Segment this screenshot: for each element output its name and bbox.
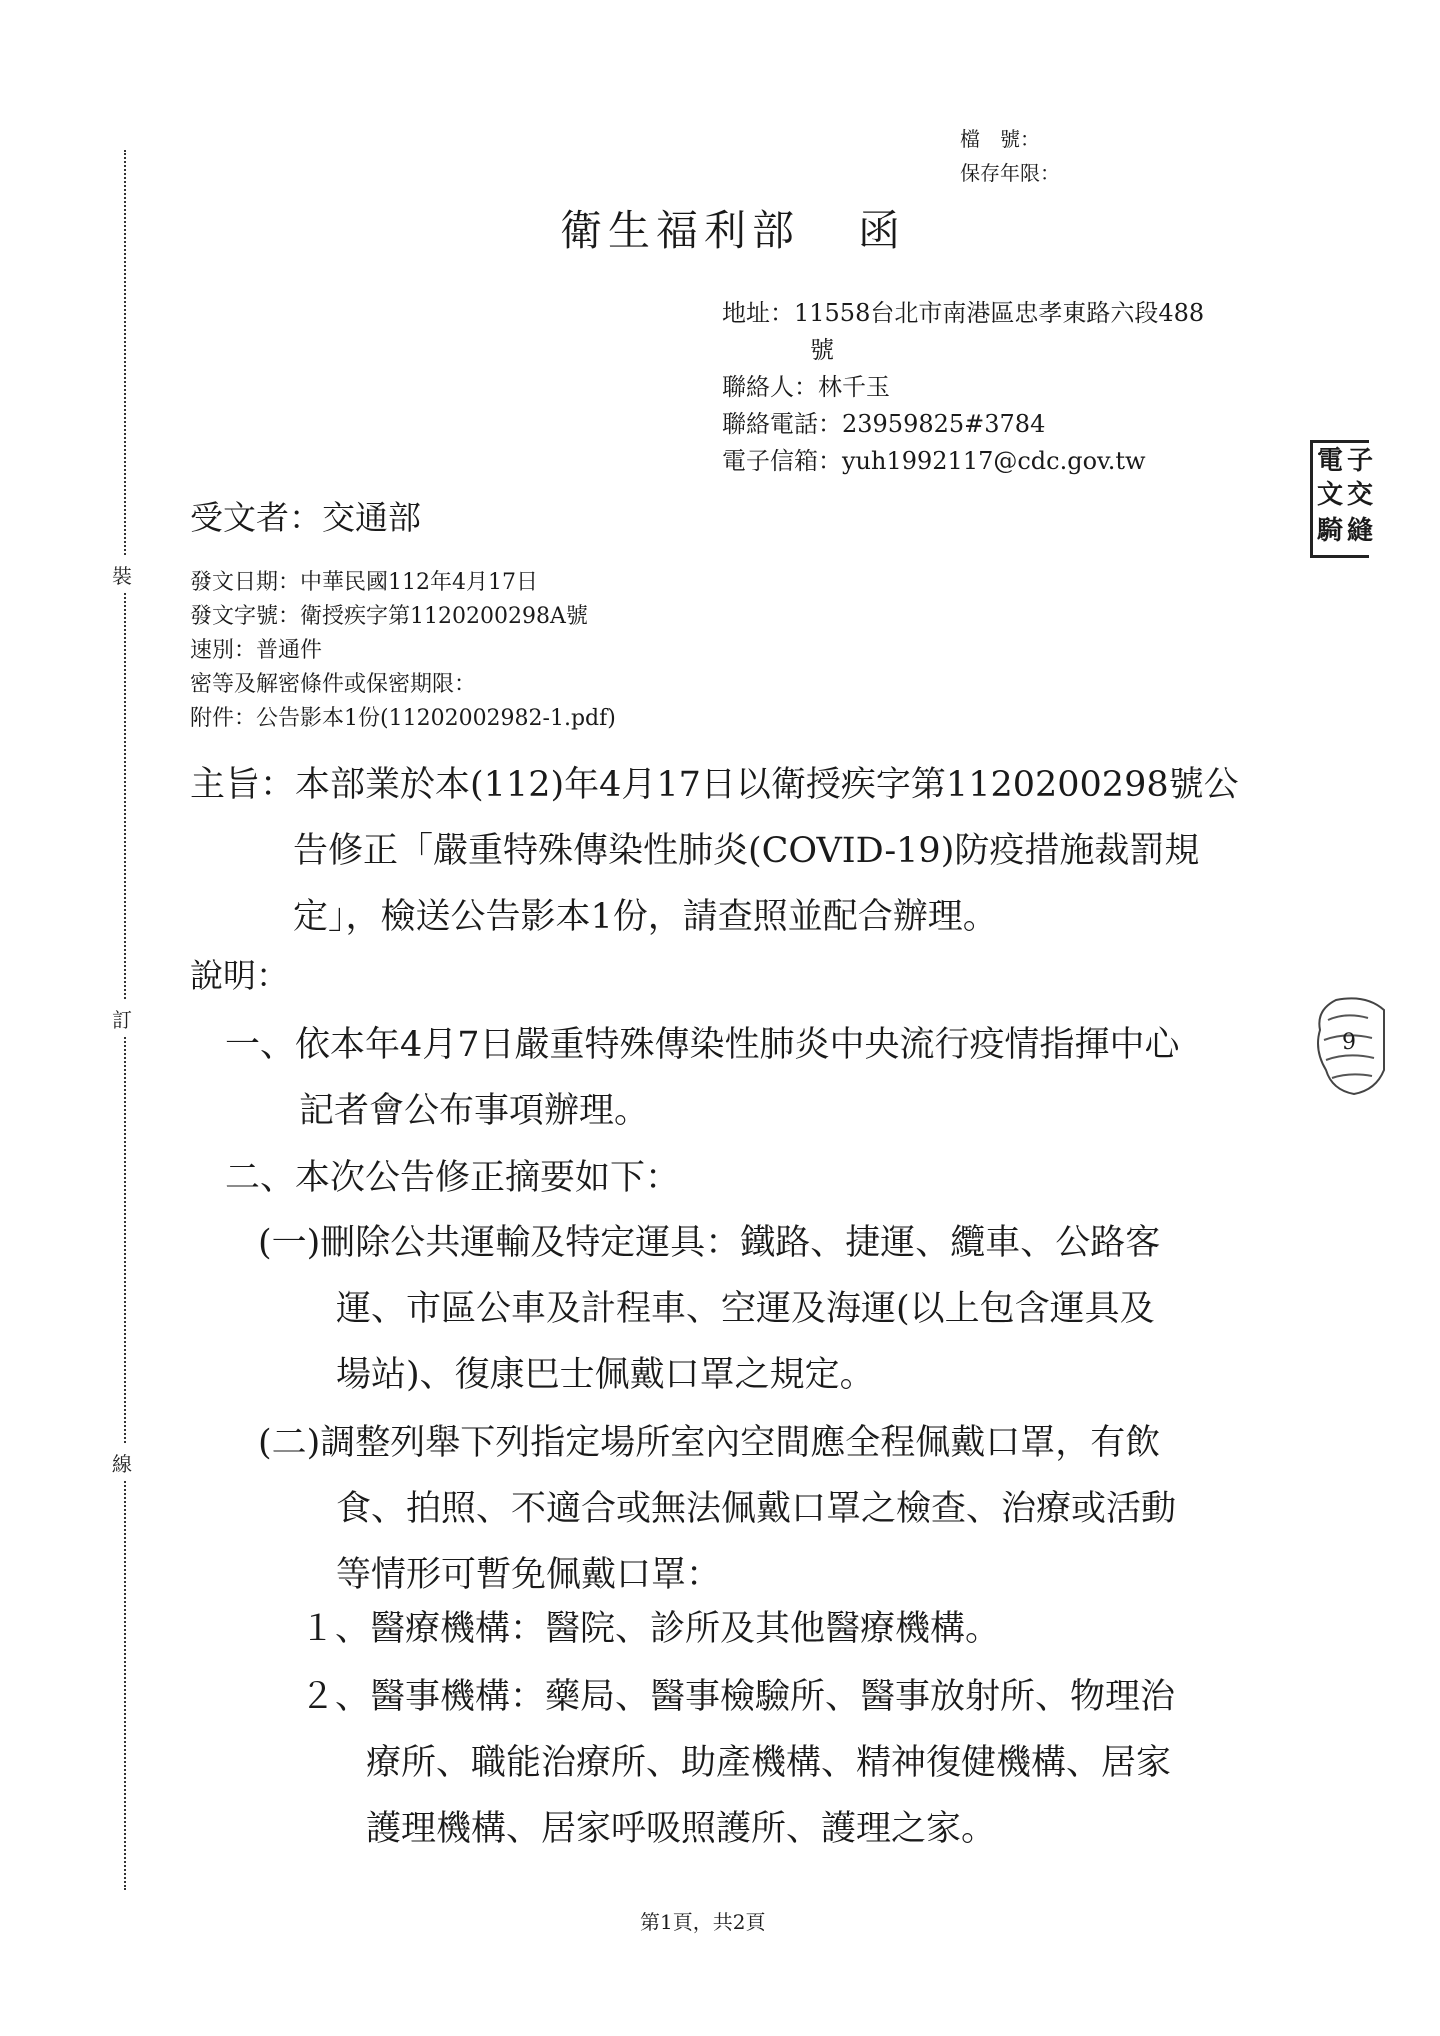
file-number-row	[960, 122, 1060, 156]
stamp-char: 騎	[1317, 516, 1344, 546]
seal-number: 9	[1342, 1030, 1356, 1055]
numbered-line: 療所、職能治療所、助產機構、精神復健機構、居家	[366, 1743, 1172, 1783]
page-footer: 第1頁，共2頁	[640, 1910, 766, 1934]
archive-info	[960, 122, 1060, 190]
stamp-char: 電	[1317, 446, 1344, 476]
contact-email: 電子信箱：yuh1992117@cdc.gov.tw	[722, 447, 1146, 475]
numbered-line: ２、醫事機構：藥局、醫事檢驗所、醫事放射所、物理治	[300, 1677, 1176, 1717]
sub-item-2	[258, 1410, 1176, 1608]
retention-row	[960, 156, 1060, 190]
file-number-label: 檔 號：	[960, 127, 1040, 151]
sub-item-line: 等情形可暫免佩戴口罩：	[336, 1555, 722, 1595]
issue-date: 發文日期：中華民國112年4月17日	[190, 570, 538, 595]
sub-item-line: 運、市區公車及計程車、空運及海運(以上包含運具及	[336, 1289, 1155, 1329]
subject-line: 主旨：本部業於本(112)年4月17日以衛授疾字第1120200298號公	[190, 765, 1239, 805]
stamp-char: 交	[1347, 480, 1374, 510]
binding-char-xian: 線	[112, 1444, 132, 1481]
binding-char-zhuang: 裝	[112, 556, 132, 593]
reference-number: 發文字號：衛授疾字第1120200298A號	[190, 604, 588, 629]
item-line: 二、本次公告修正摘要如下：	[225, 1158, 681, 1198]
retention-label: 保存年限：	[960, 161, 1060, 185]
document-title	[560, 198, 906, 258]
sub-item-1	[258, 1210, 1160, 1408]
address-line-1: 地址：11558台北市南港區忠孝東路六段488	[722, 299, 1205, 327]
numbered-line: １、醫療機構：醫院、診所及其他醫療機構。	[300, 1609, 1001, 1649]
secrecy-level: 密等及解密條件或保密期限：	[190, 672, 477, 697]
numbered-item-1	[300, 1596, 1000, 1662]
stamp-char: 子	[1347, 446, 1374, 476]
electronic-exchange-stamp	[1310, 440, 1374, 558]
explanation-item-1	[225, 1012, 1180, 1144]
stamp-char: 縫	[1347, 516, 1374, 546]
binding-char-ding: 訂	[112, 1000, 132, 1037]
explanation-label: 說明：	[190, 956, 289, 995]
numbered-line: 護理機構、居家呼吸照護所、護理之家。	[366, 1809, 997, 1849]
subject-line: 告修正「嚴重特殊傳染性肺炎(COVID-19)防疫措施裁罰規	[293, 831, 1200, 871]
item-line: 記者會公布事項辦理。	[299, 1091, 650, 1131]
document-meta	[190, 566, 616, 736]
explanation-item-2	[225, 1145, 680, 1211]
delivery-speed: 速別：普通件	[190, 638, 323, 663]
sub-item-line: (二)調整列舉下列指定場所室內空間應全程佩戴口罩，有飲	[258, 1423, 1161, 1463]
contact-person: 聯絡人：林千玉	[722, 373, 890, 401]
subject	[190, 752, 1239, 950]
sub-item-line: 食、拍照、不適合或無法佩戴口罩之檢查、治療或活動	[336, 1489, 1177, 1529]
sub-item-line: (一)刪除公共運輸及特定運具：鐵路、捷運、纜車、公路客	[258, 1223, 1161, 1263]
recipient: 受文者：交通部	[190, 498, 421, 537]
sub-item-line: 場站)、復康巴士佩戴口罩之規定。	[336, 1355, 875, 1395]
subject-line: 定」，檢送公告影本1份，請查照並配合辦理。	[293, 897, 998, 937]
agency-name: 衛生福利部	[560, 206, 801, 255]
attachment: 附件：公告影本1份(11202002982-1.pdf)	[190, 706, 616, 731]
document-type: 函	[858, 206, 907, 255]
item-line: 一、依本年4月7日嚴重特殊傳染性肺炎中央流行疫情指揮中心	[225, 1025, 1180, 1065]
stamp-char: 文	[1317, 480, 1344, 510]
address-line-2: 號	[810, 336, 834, 364]
numbered-item-2	[300, 1664, 1175, 1862]
contact-phone: 聯絡電話：23959825#3784	[722, 410, 1046, 438]
contact-block	[722, 295, 1204, 480]
